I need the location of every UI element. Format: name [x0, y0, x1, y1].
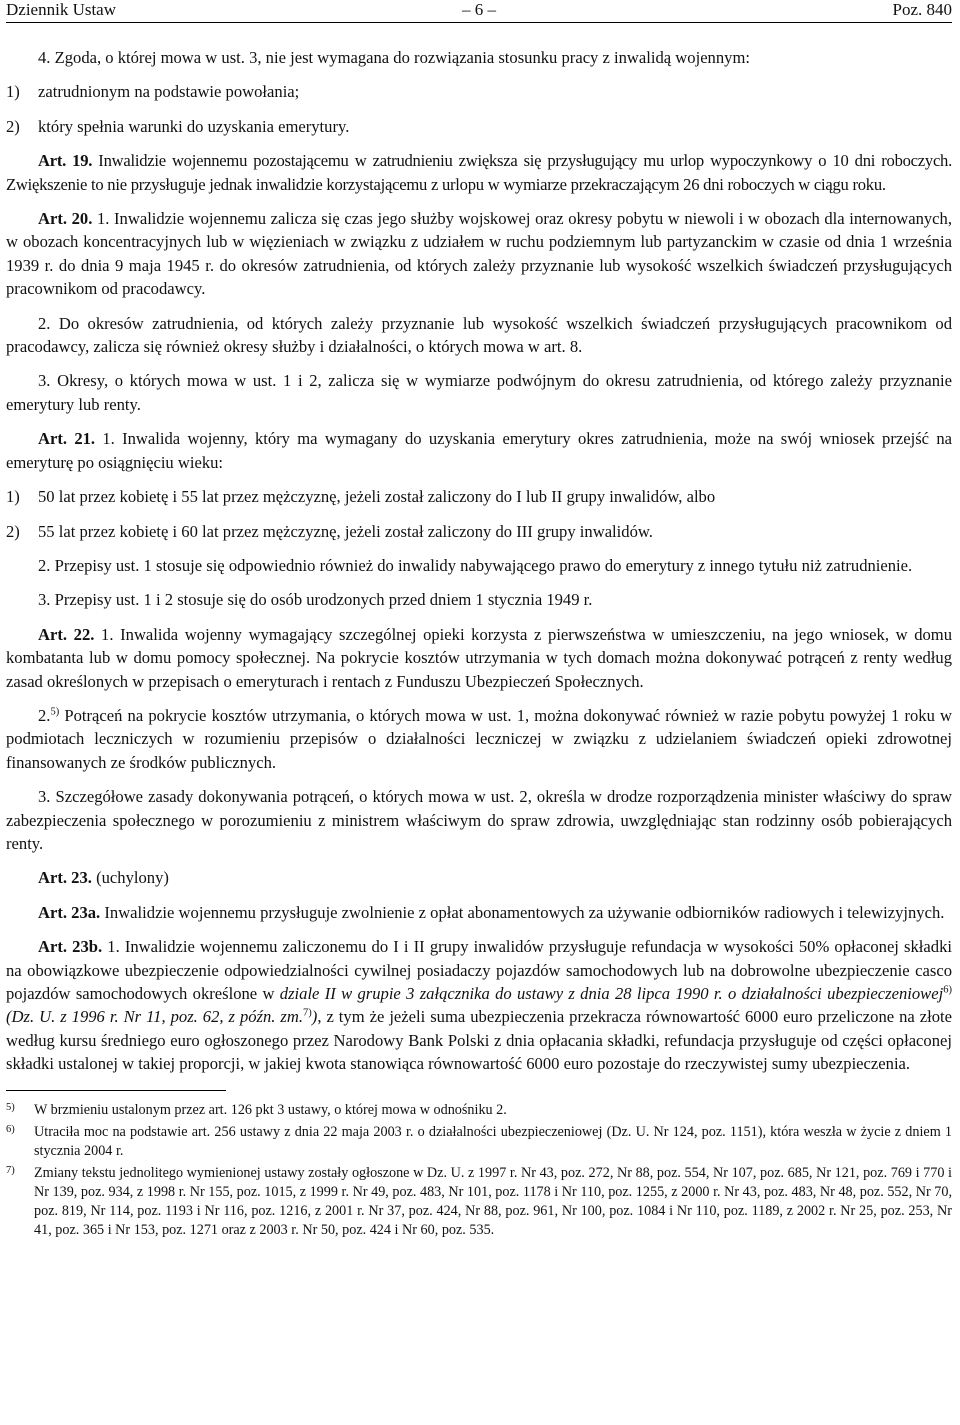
journal-title: Dziennik Ustaw	[6, 0, 117, 19]
paragraph: 2. Przepisy ust. 1 stosuje się odpowiednio również do inwalidy nabywającego prawo do emerytury z innego tytułu niż zatrudnienie.	[38, 555, 913, 575]
article-heading: Art. 21.	[38, 429, 96, 449]
footnote-separator	[6, 1090, 226, 1091]
list-item: 1) zatrudnionym na podstawie powołania;	[6, 82, 300, 102]
page-number: – 6 –	[462, 0, 496, 19]
paragraph: 3. Przepisy ust. 1 i 2 stosuje się do osób urodzonych przed dniem 1 stycznia 1949 r.	[38, 590, 593, 610]
list-item: 2) który spełnia warunki do uzyskania emerytury.	[6, 116, 350, 136]
list-item: 1) 50 lat przez kobietę i 55 lat przez mężczyznę, jeżeli został zaliczony do I lub II grupy inwalidów, albo	[6, 487, 716, 507]
page-header	[6, 0, 952, 23]
paragraph: 3. Szczegółowe zasady dokonywania potrąceń, o których mowa w ust. 2, określa w drodze rozporządzenia minister właściwy do spraw zabezpieczenia społecznego w porozumieniu z ministrem właściwym do spraw zdrowia, uwzględniając stan rodzinny osób pobierających renty.	[6, 787, 952, 853]
article-heading: Art. 20.	[38, 209, 93, 229]
article-23: Art. 23. (uchylony)	[38, 868, 169, 888]
footnote: 6) Utraciła moc na podstawie art. 256 ustawy z dnia 22 maja 2003 r. o działalności ubezpieczeniowej (Dz. U. Nr 124, poz. 1151), która weszła w życie z dniem 1 stycznia 2004 r.	[6, 1123, 952, 1159]
paragraph: 4. Zgoda, o której mowa w ust. 3, nie jest wymagana do rozwiązania stosunku pracy z inwalidą wojennym:	[38, 48, 750, 67]
article-20: Art. 20. 1. Inwalidzie wojennemu zalicza się czas jego służby wojskowej oraz okresy pobytu w niewoli i w obozach dla internowanych, w obozach koncentracyjnych lub w więzieniach w związku z udziałem w ruchu podziemnym lub partyzanckim w czasie od dnia 1 września 1939 r. do dnia 9 maja 1945 r. do okresów zatrudnienia, od których zależy przyznanie lub wysokość wszelkich świadczeń przysługujących pracownikom od pracodawcy.	[6, 209, 952, 299]
article-heading: Art. 23a.	[38, 902, 101, 922]
position-number: Poz. 840	[892, 0, 952, 19]
article-heading: Art. 19.	[38, 151, 93, 171]
article-heading: Art. 22.	[38, 624, 95, 644]
footnote-ref: 6)	[943, 984, 952, 996]
paragraph: 2. Do okresów zatrudnienia, od których zależy przyznanie lub wysokość wszelkich świadczeń przysługujących pracownikom od pracodawcy, zalicza się również okresy służby i działalności, o których mowa w art. 8.	[6, 313, 952, 357]
document-body	[6, 23, 952, 1076]
article-23b: Art. 23b. 1. Inwalidzie wojennemu zaliczonemu do I i II grupy inwalidów przysługuje refundacja w wysokości 50% opłaconej składki na obowiązkowe ubezpieczenie odpowiedzialności cywilnej posiadaczy pojazdów samochodowych lub na dobrowolne ubezpieczenie casco pojazdów samochodowych określone w dziale II w grupie 3 załącznika do ustawy z dnia 28 lipca 1990 r. o działalności ubezpieczeniowej$^{6)}$ (Dz. U. z 1996 r. Nr 11, poz. 62, z późn. zm.$^{7)}$), z tym że jeżeli suma ubezpieczenia przekracza równowartość 6000 euro przeliczone na złote według kursu średniego euro ogłoszonego przez Narodowy Bank Polski z dnia opłacania składki, refundacja przysługuje od części opłaconej składki ustalonej w takiej proporcji, w jakiej kwota stanowiąca równowartość 6000 euro pozostaje do rzeczywistej sumy ubezpieczenia.	[6, 937, 952, 1074]
article-23a: Art. 23a. Inwalidzie wojennemu przysługuje zwolnienie z opłat abonamentowych za używanie odbiorników radiowych i telewizyjnych.	[38, 902, 945, 922]
list-item: 2) 55 lat przez kobietę i 60 lat przez mężczyznę, jeżeli został zaliczony do III grupy inwalidów.	[6, 521, 653, 541]
article-heading: Art. 23b.	[38, 937, 103, 957]
footnote: 5) W brzmieniu ustalonym przez art. 126 pkt 3 ustawy, o której mowa w odnośniku 2.	[6, 1101, 507, 1118]
article-21: Art. 21. 1. Inwalida wojenny, który ma wymagany do uzyskania emerytury okres zatrudnienia, może na swój wniosek przejść na emeryturę po osiągnięciu wieku:	[6, 429, 952, 472]
footnote: 7) Zmiany tekstu jednolitego wymienionej ustawy zostały ogłoszone w Dz. U. z 1997 r. Nr 43, poz. 272, Nr 88, poz. 554, Nr 107, poz. 685, Nr 121, poz. 769 i 770 i Nr 139, poz. 934, z 1998 r. Nr 155, poz. 1015, z 1999 r. Nr 49, poz. 483, Nr 101, poz. 1178 i Nr 110, poz. 1255, z 2000 r. Nr 43, poz. 483, Nr 48, poz. 552, Nr 70, poz. 819, Nr 114, poz. 1193 i Nr 116, poz. 1216, z 2001 r. Nr 37, poz. 424, Nr 88, poz. 961, Nr 100, poz. 1084 i Nr 110, poz. 1189, z 2002 r. Nr 25, poz. 253, Nr 41, poz. 365 i Nr 153, poz. 1271 oraz z 2003 r. Nr 50, poz. 424 i Nr 60, poz. 535.	[6, 1164, 952, 1238]
paragraph: 3. Okresy, o których mowa w ust. 1 i 2, zalicza się w wymiarze podwójnym do okresu zatrudnienia, od którego zależy przyznanie emerytury lub renty.	[6, 371, 952, 414]
footnote-ref: 5)	[50, 706, 60, 718]
footnotes	[6, 1101, 952, 1240]
article-heading: Art. 23.	[38, 868, 92, 888]
article-22: Art. 22. 1. Inwalida wojenny wymagający szczególnej opieki korzysta z pierwszeństwa w umieszczeniu, na jego wniosek, w domu kombatanta lub w domu pomocy społecznej. Na pokrycie kosztów utrzymania w tych domach można dokonywać potrąceń z renty według zasad określonych w przepisach o emeryturach i rentach z Funduszu Ubezpieczeń Społecznych.	[6, 624, 953, 691]
paragraph: 2.$^{5)}$ Potrąceń na pokrycie kosztów utrzymania, o których mowa w ust. 1, można dokonywać również w razie pobytu powyżej 1 roku w podmiotach leczniczych w rozumieniu przepisów o działalności leczniczej w związku z udzielaniem świadczeń opieki zdrowotnej finansowanych ze środków publicznych.	[6, 705, 952, 772]
article-19: Art. 19. Inwalidzie wojennemu pozostającemu w zatrudnieniu zwiększa się przysługujący mu urlop wypoczynkowy o 10 dni roboczych. Zwiększenie to nie przysługuje jednak inwalidzie korzystającemu z urlopu w wymiarze przekraczającym 26 dni roboczych w ciągu roku.	[6, 151, 953, 194]
footnote-ref: 7)	[303, 1007, 312, 1019]
